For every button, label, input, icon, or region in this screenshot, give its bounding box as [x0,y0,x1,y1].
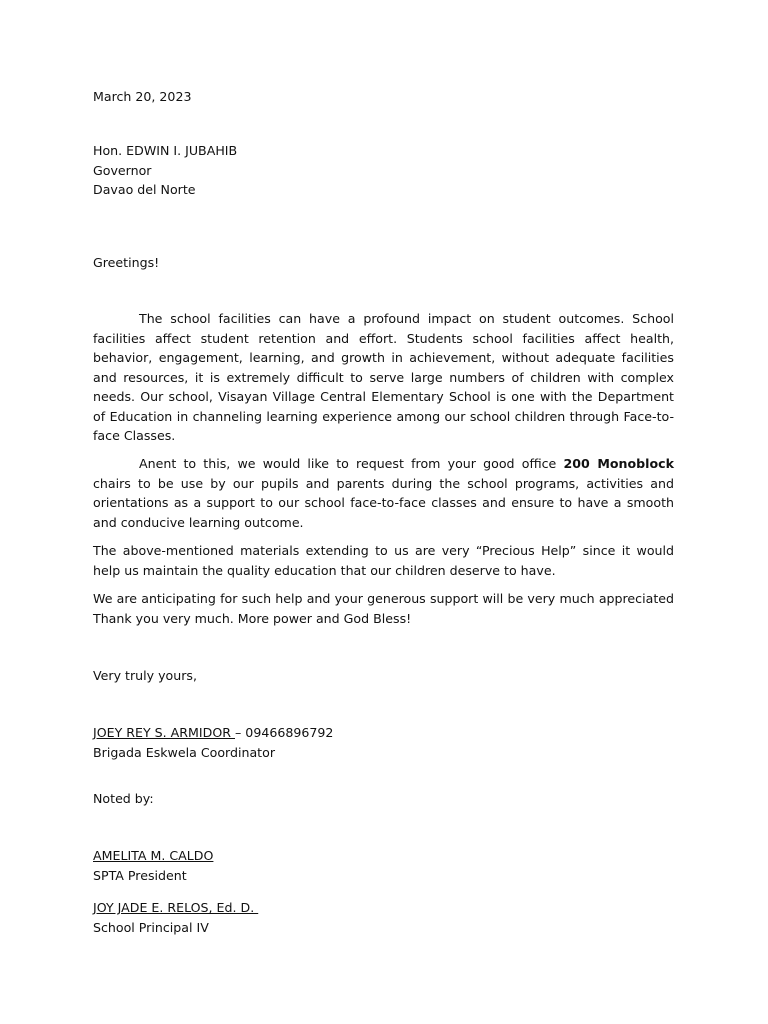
p2-text-after: chairs to be use by our pupils and parents during the school programs, activities and orientations as a support to our school face-to-face classes and ensure to have a smooth and conducive learning outcome. [93,475,674,530]
noter-title-2: School Principal IV [93,919,209,935]
signatory-title: Brigada Eskwela Coordinator [93,744,275,760]
p2-bold-request: 200 Monoblock [563,456,674,471]
body-paragraph-3: The above-mentioned materials extending to us are very “Precious Help” since it would help us maintain the quality education that our children deserve to have. [93,543,674,578]
noted-by-label: Noted by: [93,791,154,806]
body-paragraph-4: We are anticipating for such help and your generous support will be very much appreciated Thank you very much. More power and God Bless! [93,591,674,626]
signatory-block [93,723,674,762]
noter-name-2: JOY JADE E. RELOS, Ed. D. [93,900,259,915]
noter-block-2 [93,898,674,937]
signatory-line [93,723,674,743]
p2-text-before: Anent to this, we would like to request from your good office [139,456,564,471]
recipient-name: Hon. EDWIN I. JUBAHIB [93,143,238,158]
greeting: Greetings! [93,255,160,270]
signatory-contact: – 09466896792 [235,725,334,740]
closing: Very truly yours, [93,668,197,683]
recipient-location: Davao del Norte [93,182,196,197]
noter-name-1: AMELITA M. CALDO [93,848,214,863]
noter-block-1 [93,846,674,885]
recipient-title: Governor [93,162,152,178]
letter-date: March 20, 2023 [93,89,192,104]
signatory-name: JOEY REY S. ARMIDOR [93,725,235,740]
recipient-block [93,141,674,200]
noter-title-1: SPTA President [93,867,187,883]
body-paragraph-2 [93,454,674,532]
body-paragraph-1: The school facilities can have a profound impact on student outcomes. School facilities affect student retention and effort. Students school facilities affect health, behavior, engagement, learning, and growth in achievement, without adequate facilities and resources, it is extremely difficult to serve large numbers of children with complex needs. Our school, Visayan Village Central Elementary School is one with the Department of Education in channeling learning experience among our school children through Face-to-face Classes. [93,311,674,443]
